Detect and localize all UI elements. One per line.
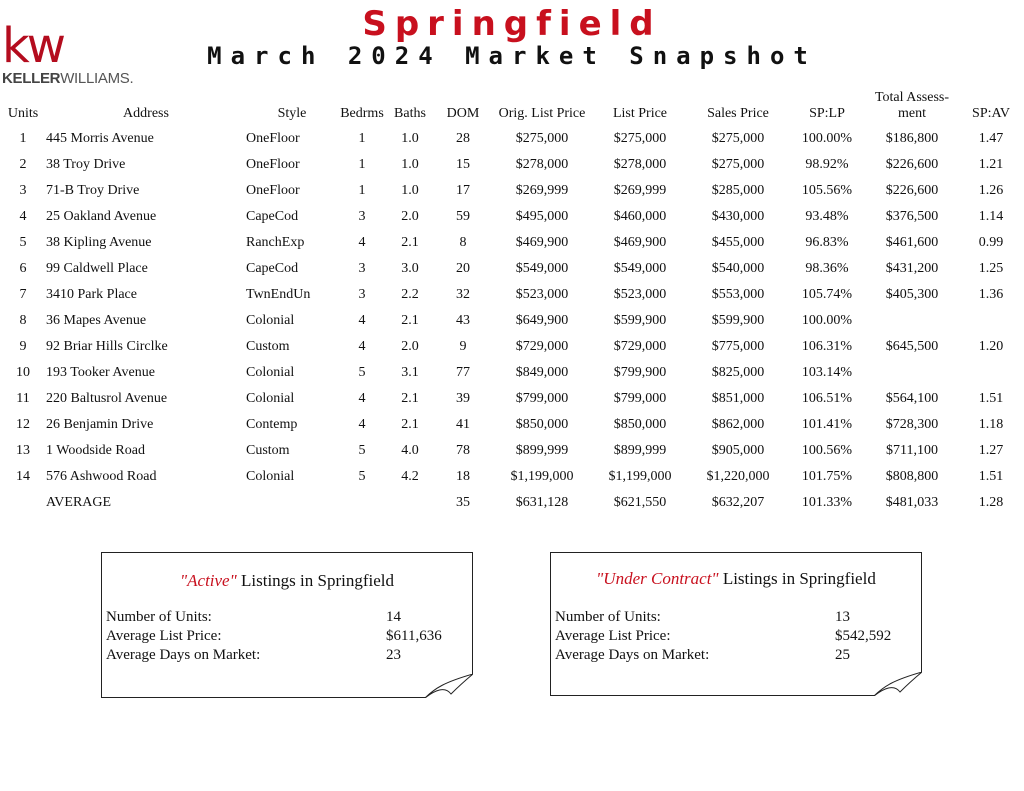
active-listings-box xyxy=(101,552,473,698)
stat-value: 25 xyxy=(835,647,850,663)
cell-list-price: $1,199,000 xyxy=(608,469,672,484)
cell-sales-price: $540,000 xyxy=(711,261,765,276)
cell-dom: 28 xyxy=(456,131,470,146)
cell-total-assessment: $564,100 xyxy=(885,391,939,406)
cell-style: OneFloor xyxy=(246,157,300,172)
stat-label: Number of Units: xyxy=(555,609,661,625)
cell-sales-price: $599,900 xyxy=(711,313,765,328)
cell-sales-price: $275,000 xyxy=(711,157,765,172)
header-units: Units xyxy=(7,106,39,121)
header-total-assessment: Total Assess- ment xyxy=(874,90,950,121)
cell-dom: 18 xyxy=(456,469,470,484)
cell-sales-price: $825,000 xyxy=(711,365,765,380)
stat-label: Average Days on Market: xyxy=(106,647,261,663)
cell-address: 220 Baltusrol Avenue xyxy=(46,391,168,406)
cell-list-price: $469,900 xyxy=(613,235,667,250)
cell-orig-list-price: $1,199,000 xyxy=(510,469,574,484)
cell-sales-price: $775,000 xyxy=(711,339,765,354)
table-row xyxy=(0,256,1024,282)
cell-sales-price: $285,000 xyxy=(711,183,765,198)
table-row xyxy=(0,204,1024,230)
cell-sales-price: $553,000 xyxy=(711,287,765,302)
cell-sp-lp: 100.00% xyxy=(801,313,853,328)
cell-style: Colonial xyxy=(246,391,295,406)
header-sp-lp: SP:LP xyxy=(809,106,845,121)
cell-style: Custom xyxy=(246,339,290,354)
table-row xyxy=(0,464,1024,490)
cell-address: 576 Ashwood Road xyxy=(46,469,157,484)
stat-row xyxy=(555,609,915,628)
cell-total-assessment: $461,600 xyxy=(885,235,939,250)
cell-sales-price: $275,000 xyxy=(711,131,765,146)
cell-sp-av: 1.21 xyxy=(978,157,1004,172)
cell-unit: 12 xyxy=(16,417,30,432)
cell-style: CapeCod xyxy=(246,209,299,224)
cell-bedrms: 4 xyxy=(358,417,366,432)
cell-total-assessment: $808,800 xyxy=(885,469,939,484)
stat-row xyxy=(106,609,466,628)
average-dom: 35 xyxy=(456,495,470,510)
cell-sp-av: 1.25 xyxy=(978,261,1004,276)
average-sp-lp: 101.33% xyxy=(801,495,853,510)
uc-box-title: "Under Contract" Listings in Springfield xyxy=(596,569,876,588)
stat-label: Average List Price: xyxy=(106,628,222,644)
cell-sales-price: $905,000 xyxy=(711,443,765,458)
stat-label: Average Days on Market: xyxy=(555,647,710,663)
cell-total-assessment: $728,300 xyxy=(885,417,939,432)
cell-sp-av xyxy=(958,360,1024,386)
page-title: Springfield xyxy=(362,4,662,44)
cell-sp-av: 1.36 xyxy=(978,287,1004,302)
cell-dom: 43 xyxy=(456,313,470,328)
cell-baths: 1.0 xyxy=(401,183,419,198)
cell-style: RanchExp xyxy=(246,235,305,250)
cell-baths: 2.1 xyxy=(401,235,419,250)
cell-sales-price: $851,000 xyxy=(711,391,765,406)
cell-bedrms: 5 xyxy=(358,443,366,458)
cell-sales-price: $455,000 xyxy=(711,235,765,250)
cell-bedrms: 4 xyxy=(358,339,366,354)
cell-list-price: $799,900 xyxy=(613,365,667,380)
cell-sp-lp: 98.92% xyxy=(805,157,849,172)
cell-baths: 3.1 xyxy=(401,365,419,380)
header-sales-price: Sales Price xyxy=(707,106,769,121)
cell-dom: 41 xyxy=(456,417,470,432)
cell-style: Colonial xyxy=(246,313,295,328)
table-row xyxy=(0,334,1024,360)
cell-list-price: $523,000 xyxy=(613,287,667,302)
cell-baths: 1.0 xyxy=(401,157,419,172)
table-row xyxy=(0,308,1024,334)
average-list-price: $621,550 xyxy=(613,495,667,510)
cell-sp-lp: 98.36% xyxy=(805,261,849,276)
cell-list-price: $549,000 xyxy=(613,261,667,276)
cell-address: 38 Kipling Avenue xyxy=(46,235,152,250)
cell-sales-price: $430,000 xyxy=(711,209,765,224)
cell-list-price: $729,000 xyxy=(613,339,667,354)
cell-address: 445 Morris Avenue xyxy=(46,131,154,146)
cell-bedrms: 4 xyxy=(358,235,366,250)
cell-total-assessment: $376,500 xyxy=(885,209,939,224)
cell-style: OneFloor xyxy=(246,183,300,198)
cell-baths: 4.2 xyxy=(401,469,419,484)
cell-baths: 4.0 xyxy=(401,443,419,458)
page-curl-icon xyxy=(425,674,473,698)
table-row xyxy=(0,412,1024,438)
cell-list-price: $460,000 xyxy=(613,209,667,224)
cell-orig-list-price: $849,000 xyxy=(515,365,569,380)
cell-dom: 15 xyxy=(456,157,470,172)
cell-total-assessment: $645,500 xyxy=(885,339,939,354)
cell-orig-list-price: $495,000 xyxy=(515,209,569,224)
cell-total-assessment xyxy=(866,308,958,334)
cell-list-price: $599,900 xyxy=(613,313,667,328)
stat-row xyxy=(555,647,915,666)
cell-sp-lp: 101.75% xyxy=(801,469,853,484)
cell-dom: 77 xyxy=(456,365,470,380)
cell-unit: 9 xyxy=(19,339,27,354)
cell-style: TwnEndUn xyxy=(246,287,311,302)
table-row xyxy=(0,386,1024,412)
table-row xyxy=(0,178,1024,204)
cell-dom: 32 xyxy=(456,287,470,302)
cell-orig-list-price: $729,000 xyxy=(515,339,569,354)
average-unit xyxy=(0,490,46,516)
cell-list-price: $269,999 xyxy=(613,183,667,198)
header-list-price: List Price xyxy=(612,106,668,121)
cell-style: Custom xyxy=(246,443,290,458)
stat-value: 14 xyxy=(386,609,401,625)
cell-bedrms: 5 xyxy=(358,469,366,484)
stat-label: Average List Price: xyxy=(555,628,671,644)
cell-baths: 2.1 xyxy=(401,313,419,328)
cell-address: 25 Oakland Avenue xyxy=(46,209,157,224)
stat-value: 23 xyxy=(386,647,401,663)
cell-unit: 13 xyxy=(16,443,30,458)
brand-name: KELLERWILLIAMS. xyxy=(2,70,134,87)
average-total-assessment: $481,033 xyxy=(885,495,939,510)
table-row xyxy=(0,282,1024,308)
cell-bedrms: 1 xyxy=(358,157,366,172)
stat-value: $542,592 xyxy=(835,628,892,644)
cell-style: Colonial xyxy=(246,469,295,484)
cell-style: Contemp xyxy=(246,417,298,432)
average-label: AVERAGE xyxy=(46,495,112,510)
stat-label: Number of Units: xyxy=(106,609,212,625)
cell-address: 38 Troy Drive xyxy=(46,157,126,172)
cell-list-price: $278,000 xyxy=(613,157,667,172)
header-sp-av: SP:AV xyxy=(972,106,1010,121)
active-stats xyxy=(106,609,466,666)
average-row xyxy=(0,490,1024,516)
cell-address: 1 Woodside Road xyxy=(46,443,145,458)
active-box-title: "Active" Listings in Springfield xyxy=(180,571,394,590)
cell-sp-lp: 96.83% xyxy=(805,235,849,250)
cell-total-assessment: $226,600 xyxy=(885,183,939,198)
cell-sp-lp: 103.14% xyxy=(801,365,853,380)
table-header-row xyxy=(0,88,1024,126)
cell-orig-list-price: $278,000 xyxy=(515,157,569,172)
cell-sp-lp: 105.56% xyxy=(801,183,853,198)
cell-sp-av: 1.51 xyxy=(978,391,1004,406)
cell-dom: 17 xyxy=(456,183,470,198)
cell-sp-av xyxy=(958,308,1024,334)
cell-orig-list-price: $549,000 xyxy=(515,261,569,276)
average-sales-price: $632,207 xyxy=(711,495,765,510)
header-orig-list-price: Orig. List Price xyxy=(498,106,586,121)
cell-sp-av: 1.20 xyxy=(978,339,1004,354)
cell-bedrms: 4 xyxy=(358,391,366,406)
cell-total-assessment: $405,300 xyxy=(885,287,939,302)
stat-value: $611,636 xyxy=(386,628,442,644)
cell-dom: 59 xyxy=(456,209,470,224)
stat-row xyxy=(106,647,466,666)
cell-unit: 5 xyxy=(19,235,27,250)
cell-address: 99 Caldwell Place xyxy=(46,261,148,276)
cell-sp-av: 1.51 xyxy=(978,469,1004,484)
market-table xyxy=(0,88,1024,516)
cell-sp-lp: 100.56% xyxy=(801,443,853,458)
cell-total-assessment: $431,200 xyxy=(885,261,939,276)
cell-baths: 3.0 xyxy=(401,261,419,276)
cell-sp-av: 1.27 xyxy=(978,443,1004,458)
cell-dom: 20 xyxy=(456,261,470,276)
cell-list-price: $799,000 xyxy=(613,391,667,406)
cell-sp-lp: 105.74% xyxy=(801,287,853,302)
cell-unit: 7 xyxy=(19,287,27,302)
cell-sp-lp: 100.00% xyxy=(801,131,853,146)
cell-orig-list-price: $850,000 xyxy=(515,417,569,432)
page-subtitle: March 2024 Market Snapshot xyxy=(207,42,817,70)
average-orig-list-price: $631,128 xyxy=(515,495,569,510)
table-row xyxy=(0,152,1024,178)
cell-dom: 8 xyxy=(459,235,467,250)
cell-address: 71-B Troy Drive xyxy=(46,183,140,198)
cell-baths: 2.0 xyxy=(401,209,419,224)
cell-unit: 1 xyxy=(19,131,27,146)
kw-logo-mark: kw xyxy=(2,18,64,74)
cell-bedrms: 1 xyxy=(358,183,366,198)
cell-dom: 9 xyxy=(459,339,467,354)
cell-sp-av: 0.99 xyxy=(978,235,1004,250)
cell-baths: 2.0 xyxy=(401,339,419,354)
cell-bedrms: 4 xyxy=(358,313,366,328)
table-row xyxy=(0,438,1024,464)
header-bedrms: Bedrms xyxy=(340,106,384,121)
cell-unit: 10 xyxy=(16,365,30,380)
cell-orig-list-price: $469,900 xyxy=(515,235,569,250)
cell-baths: 2.1 xyxy=(401,391,419,406)
cell-orig-list-price: $799,000 xyxy=(515,391,569,406)
cell-baths: 2.1 xyxy=(401,417,419,432)
cell-unit: 4 xyxy=(19,209,27,224)
cell-sp-av: 1.18 xyxy=(978,417,1004,432)
cell-dom: 39 xyxy=(456,391,470,406)
cell-orig-list-price: $275,000 xyxy=(515,131,569,146)
cell-unit: 8 xyxy=(19,313,27,328)
header-style: Style xyxy=(277,106,307,121)
cell-address: 26 Benjamin Drive xyxy=(46,417,154,432)
cell-bedrms: 3 xyxy=(358,261,366,276)
cell-address: 92 Briar Hills Circlke xyxy=(46,339,168,354)
cell-list-price: $899,999 xyxy=(613,443,667,458)
cell-style: OneFloor xyxy=(246,131,300,146)
page-curl-icon xyxy=(874,672,922,696)
cell-unit: 14 xyxy=(16,469,30,484)
cell-total-assessment: $226,600 xyxy=(885,157,939,172)
header-address: Address xyxy=(123,106,169,121)
cell-orig-list-price: $523,000 xyxy=(515,287,569,302)
cell-unit: 3 xyxy=(19,183,27,198)
cell-orig-list-price: $269,999 xyxy=(515,183,569,198)
cell-orig-list-price: $649,900 xyxy=(515,313,569,328)
cell-style: CapeCod xyxy=(246,261,299,276)
cell-sp-lp: 93.48% xyxy=(805,209,849,224)
cell-bedrms: 3 xyxy=(358,287,366,302)
cell-sp-lp: 101.41% xyxy=(801,417,853,432)
cell-sales-price: $862,000 xyxy=(711,417,765,432)
table-row xyxy=(0,126,1024,152)
cell-unit: 11 xyxy=(16,391,30,406)
stat-row xyxy=(555,628,915,647)
table-row xyxy=(0,230,1024,256)
cell-bedrms: 1 xyxy=(358,131,366,146)
cell-sp-lp: 106.51% xyxy=(801,391,853,406)
cell-address: 36 Mapes Avenue xyxy=(46,313,147,328)
average-sp-av: 1.28 xyxy=(978,495,1004,510)
cell-bedrms: 3 xyxy=(358,209,366,224)
cell-list-price: $850,000 xyxy=(613,417,667,432)
stat-value: 13 xyxy=(835,609,850,625)
cell-total-assessment: $711,100 xyxy=(886,443,938,458)
cell-total-assessment: $186,800 xyxy=(885,131,939,146)
cell-address: 193 Tooker Avenue xyxy=(46,365,155,380)
stat-row xyxy=(106,628,466,647)
cell-sales-price: $1,220,000 xyxy=(706,469,770,484)
table-row xyxy=(0,360,1024,386)
under-contract-listings-box xyxy=(550,552,922,696)
cell-address: 3410 Park Place xyxy=(46,287,137,302)
cell-orig-list-price: $899,999 xyxy=(515,443,569,458)
cell-sp-av: 1.47 xyxy=(978,131,1004,146)
uc-stats xyxy=(555,609,915,666)
cell-unit: 6 xyxy=(19,261,27,276)
cell-sp-av: 1.26 xyxy=(978,183,1004,198)
cell-style: Colonial xyxy=(246,365,295,380)
cell-list-price: $275,000 xyxy=(613,131,667,146)
cell-sp-lp: 106.31% xyxy=(801,339,853,354)
cell-dom: 78 xyxy=(456,443,470,458)
cell-baths: 1.0 xyxy=(401,131,419,146)
header-baths: Baths xyxy=(394,106,426,121)
cell-baths: 2.2 xyxy=(401,287,419,302)
header-dom: DOM xyxy=(446,106,480,121)
cell-sp-av: 1.14 xyxy=(978,209,1004,224)
cell-unit: 2 xyxy=(19,157,27,172)
cell-total-assessment xyxy=(866,360,958,386)
cell-bedrms: 5 xyxy=(358,365,366,380)
